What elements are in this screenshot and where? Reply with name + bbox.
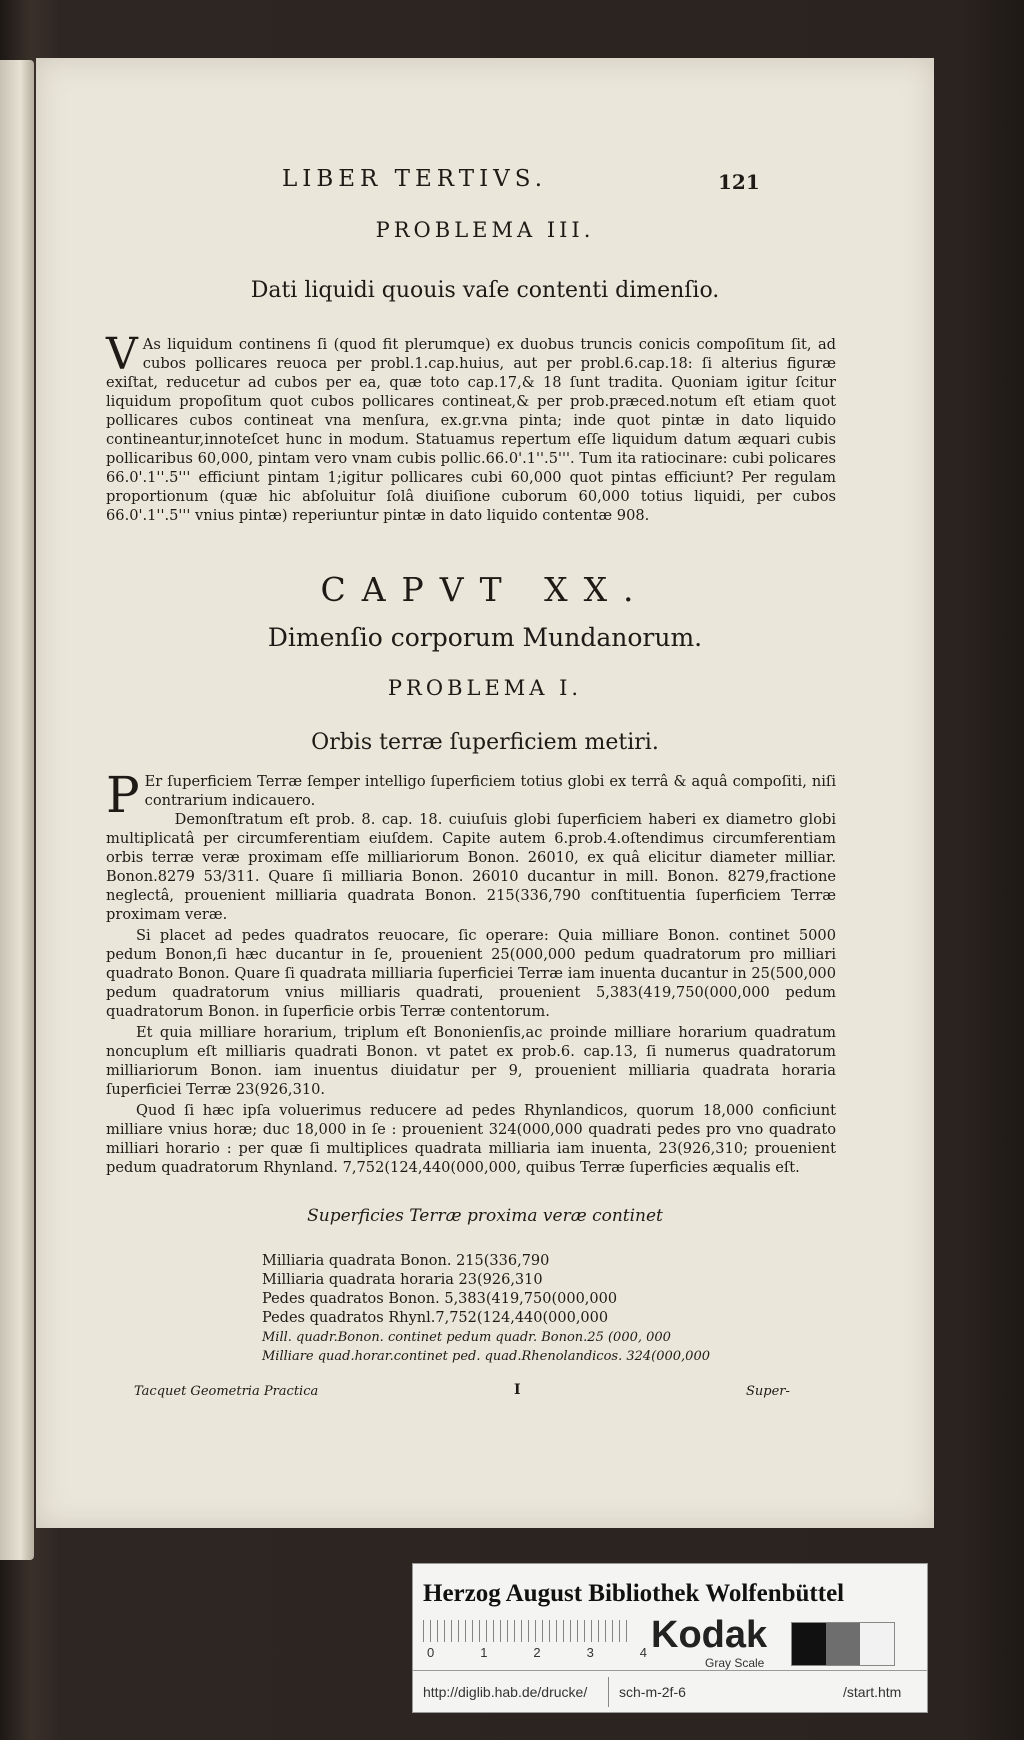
paragraph-text: Er ſuperficiem Terræ ſemper intelligo ſuperficiem totius globi ex terrâ & aquâ compoſiti, niſi contrarium indicauero. [144,773,836,809]
list-item: Milliaria quadrata horaria 23(926,310 [262,1272,543,1288]
summary-list [262,1252,822,1366]
gray-scale-label: Gray Scale [705,1656,765,1670]
catchword: Super- [746,1384,790,1399]
chapter-heading: CAPVT XX. [320,570,650,609]
footer-title: Tacquet Geometria Practica [134,1384,319,1399]
shelfmark: sch-m-2f-6 [619,1684,686,1700]
list-item: Pedes quadratos Bonon. 5,383(419,750(000,000 [262,1291,618,1307]
library-url: http://diglib.hab.de/drucke/ [423,1684,588,1700]
book-page [36,58,934,1528]
chapter-text [106,766,836,1177]
ruler-number: 3 [586,1645,594,1660]
paragraph: Et quia milliare horarium, triplum eſt Bononienſis,ac proinde milliare horarium quadratum noncuplum eſt milliaris quadrati Bonon. vt patet ex prob.6. cap.13, ſi numerus quadratorum milliariorum Bonon. iam inuentus diuidatur per 9, prouenient milliaria quadrata horaria ſuperficiei Terræ 23(926,310. [106,1024,836,1098]
ruler-number: 4 [639,1645,647,1660]
url-bar [413,1670,927,1713]
library-name: Herzog August Bibliothek Wolfenbüttel [423,1580,845,1607]
running-title: LIBER TERTIVS. [282,166,548,192]
running-head [36,156,934,196]
problem-heading: PROBLEMA III. [375,218,595,242]
problem-text [106,329,836,525]
problem-heading-2: PROBLEMA I. [387,676,583,700]
gray-patch-light [860,1623,894,1665]
left-page-edge [0,60,34,1560]
list-item: Mill. quadr.Bonon. continet pedum quadr. Bonon.25 (000, 000 [262,1330,671,1345]
start-link: /start.htm [843,1684,902,1700]
paragraph: Quod ſi hæc ipſa voluerimus reducere ad pedes Rhynlandicos, quorum 18,000 conficiunt milliare vnius horæ; duc 18,000 in ſe : prouenient 324(000,000 quadrati pedes pro vno quadrato milliari horario : per quæ ſi multiplices quadrata milliaria iam inuenta, 23(926,310; prouenient pedum quadratorum Rhynland. 7,752(124,440(000,000, quibus Terræ ſuperficies æqualis eſt. [106,1102,836,1176]
kodak-color-card [412,1563,928,1713]
kodak-logo: Kodak [651,1614,768,1656]
gray-scale-patches [791,1622,895,1666]
summary-title: Superficies Terræ proxima veræ continet [307,1206,663,1226]
problem-subtitle: Dati liquidi quouis vaſe contenti dimenſio. [250,278,720,303]
scale-ruler [423,1620,633,1642]
page-number: 121 [718,170,760,194]
list-item: Milliaria quadrata Bonon. 215(336,790 [262,1253,550,1269]
paragraph [106,766,836,824]
gray-patch-mid [826,1623,860,1665]
paragraph: Si placet ad pedes quadratos reuocare, ſic operare: Quia milliare Bonon. continet 5000 pedum Bonon,ſi hæc ducantur in ſe, prouenient 25(000,000 pedum quadratorum pro milliari quadrato Bonon. Quare ſi quadrata milliaria ſuperficiei Terræ iam inuenta ducantur in 25(500,000 pedum quadratorum vnius milliaris quadrati, prouenient 5,383(419,750(000,000 pedum quadratorum Bonon. in ſuperficie orbis Terræ contentorum. [106,927,836,1020]
drop-cap-2: P [106,766,140,824]
ruler-number: 2 [533,1645,541,1660]
signature-mark: I [514,1382,521,1398]
paragraph-text: As liquidum continens ſi (quod fit plerumque) ex duobus truncis conicis compoſitum ſit, ad cubos pollicares reuoca per probl.1.cap.huius, aut per probl.6.cap.18: ſi alterius figuræ exiſtat, reducetur ad cubos per ea, quæ toto cap.17,& 18 ſunt tradita. Quoniam igitur ſcitur liquidum propoſitum quot cubos pollicares contineat,& per prob.præced.notum eſt etiam quot pollicares cubos contineat vna menſura, ex.gr.vna pinta; inde quot pintæ in dato liquido contineantur,innoteſcet hunc in modum. Statuamus repertum eſſe liquidum datum æquari cubis pollicaribus 60,000, pintam vero vnam cubis pollic.66.0'.1''.5'''. Tum ita ratiocinare: cubi policares 66.0'.1''.5''' efficiunt pintam 1;igitur pollicares cubi 60,000 quot pintas efficiunt? Per regulam proportionum (quæ hic abſoluitur ſolâ diuiſione cuborum 60,000 totius liquidi, per cubos 66.0'.1''.5''' vnius pintæ) reperiuntur pintæ in dato liquido contentæ 908. [106,336,836,524]
problem-subtitle-2: Orbis terræ ſuperficiem metiri. [311,730,659,755]
list-item: Milliare quad.horar.continet ped. quad.Rhenolandicos. 324(000,000 [262,1349,710,1364]
ruler-number: 0 [427,1645,435,1660]
paragraph: Demonſtratum eſt prob. 8. cap. 18. cuiuſuis globi ſuperficiem haberi ex diametro globi multiplicatâ per circumferentiam eiuſdem. Capite autem 6.prob.4.oſtendimus circumferentiam orbis terræ veræ proximam eſſe milliariorum Bonon. 26010, ex quâ elicitur diameter milliar. Bonon.8279 53/311. Quare ſi milliaria Bonon. 26010 ducantur in mill. Bonon. 8279,fractione neglectâ, prouenient milliaria quadrata Bonon. 215(336,790 conſtituentia ſuperficiem Terræ proximam veræ. [106,811,836,923]
list-item: Pedes quadratos Rhynl.7,752(124,440(000,000 [262,1310,609,1326]
ruler-number: 1 [480,1645,488,1660]
divider [608,1677,609,1707]
drop-cap: V [106,329,138,380]
ruler-numbers [427,1645,647,1660]
gray-patch-dark [792,1623,826,1665]
chapter-title: Dimenſio corporum Mundanorum. [267,623,703,652]
